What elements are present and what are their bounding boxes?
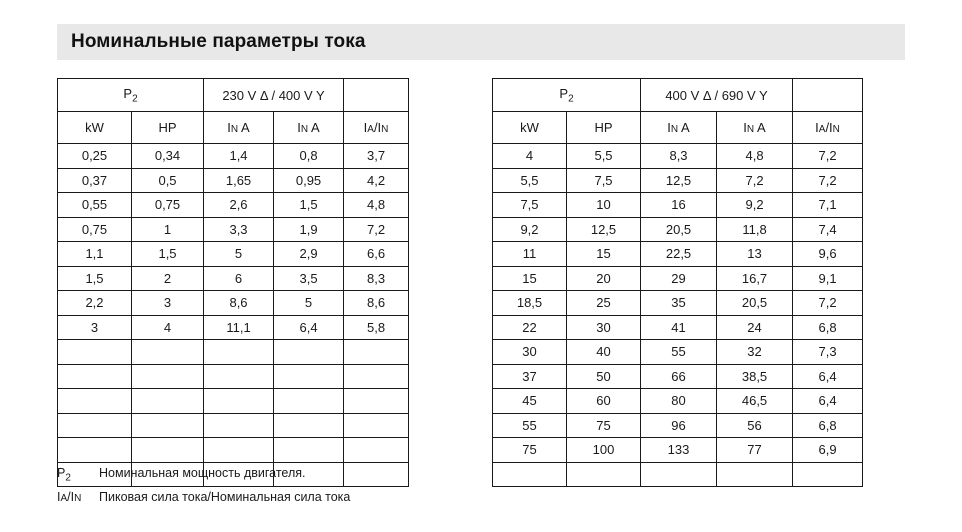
cell-kw: 1,5 xyxy=(58,266,132,291)
cell-hp: 3 xyxy=(132,291,204,316)
footnote-text-ia-in: Пиковая сила тока/Номинальная сила тока xyxy=(99,489,351,504)
header-voltage xyxy=(204,79,344,112)
cell-kw: 15 xyxy=(493,266,567,291)
cell-in-a-star: 2,9 xyxy=(274,242,344,267)
cell-empty xyxy=(58,364,132,389)
cell-in-a-delta: 55 xyxy=(641,340,717,365)
cell-hp: 50 xyxy=(567,364,641,389)
cell-in-a-delta: 12,5 xyxy=(641,168,717,193)
table-row xyxy=(493,217,863,242)
header-voltage-label: 230 V Δ / 400 V Y xyxy=(222,87,325,103)
cell-in-a-star: 9,2 xyxy=(717,193,793,218)
page-title: Номинальные параметры тока xyxy=(71,31,366,52)
cell-in-a-star: 32 xyxy=(717,340,793,365)
cell-hp: 7,5 xyxy=(567,168,641,193)
header-voltage-label: 400 V Δ / 690 V Y xyxy=(665,87,768,103)
cell-in-a-delta: 8,6 xyxy=(204,291,274,316)
table-row xyxy=(58,291,409,316)
cell-in-a-delta: 29 xyxy=(641,266,717,291)
table-row xyxy=(493,168,863,193)
cell-ia-in: 7,2 xyxy=(344,217,409,242)
cell-empty xyxy=(274,413,344,438)
cell-hp: 30 xyxy=(567,315,641,340)
cell-ia-in: 6,4 xyxy=(793,364,863,389)
cell-in-a-star: 6,4 xyxy=(274,315,344,340)
cell-in-a-delta: 80 xyxy=(641,389,717,414)
table-row xyxy=(493,193,863,218)
cell-empty xyxy=(344,364,409,389)
cell-in-a-star: 4,8 xyxy=(717,144,793,169)
cell-empty xyxy=(204,389,274,414)
cell-kw: 7,5 xyxy=(493,193,567,218)
cell-kw: 0,25 xyxy=(58,144,132,169)
header-p2-label: $P_2$ xyxy=(559,85,574,105)
cell-empty xyxy=(132,364,204,389)
cell-in-a-star: 0,95 xyxy=(274,168,344,193)
cell-in-a-delta: 66 xyxy=(641,364,717,389)
cell-kw: 55 xyxy=(493,413,567,438)
table-row-empty xyxy=(58,438,409,463)
cell-in-a-delta: 11,1 xyxy=(204,315,274,340)
cell-in-a-star: 3,5 xyxy=(274,266,344,291)
cell-hp: 15 xyxy=(567,242,641,267)
cell-kw: 18,5 xyxy=(493,291,567,316)
cell-in-a-delta: 16 xyxy=(641,193,717,218)
cell-in-a-delta: 6 xyxy=(204,266,274,291)
table-header-row-top xyxy=(493,79,863,112)
cell-in-a-delta: 41 xyxy=(641,315,717,340)
cell-in-a-star: 11,8 xyxy=(717,217,793,242)
cell-hp: 100 xyxy=(567,438,641,463)
cell-kw: 1,1 xyxy=(58,242,132,267)
cell-ia-in: 9,1 xyxy=(793,266,863,291)
cell-in-a-delta: 5 xyxy=(204,242,274,267)
cell-empty xyxy=(58,438,132,463)
cell-kw: 22 xyxy=(493,315,567,340)
cell-empty xyxy=(344,389,409,414)
cell-hp: 5,5 xyxy=(567,144,641,169)
cell-empty xyxy=(204,413,274,438)
cell-in-a-delta: 1,65 xyxy=(204,168,274,193)
cell-empty xyxy=(58,340,132,365)
cell-in-a-star: 1,5 xyxy=(274,193,344,218)
cell-kw: 11 xyxy=(493,242,567,267)
cell-in-a-delta: 2,6 xyxy=(204,193,274,218)
cell-hp: 0,75 xyxy=(132,193,204,218)
cell-kw: 45 xyxy=(493,389,567,414)
column-header-ia-in: IA/IN xyxy=(793,112,863,144)
table-row xyxy=(493,144,863,169)
cell-ia-in: 6,4 xyxy=(793,389,863,414)
cell-empty xyxy=(132,413,204,438)
cell-empty xyxy=(793,462,863,487)
cell-hp: 1,5 xyxy=(132,242,204,267)
table-row-empty xyxy=(58,364,409,389)
cell-in-a-star: 7,2 xyxy=(717,168,793,193)
cell-kw: 37 xyxy=(493,364,567,389)
cell-hp: 4 xyxy=(132,315,204,340)
cell-ia-in: 7,3 xyxy=(793,340,863,365)
cell-empty xyxy=(344,438,409,463)
column-header-in-a-star: IN A xyxy=(717,112,793,144)
cell-in-a-star: 38,5 xyxy=(717,364,793,389)
footnote-p2 xyxy=(57,464,350,488)
cell-in-a-delta: 35 xyxy=(641,291,717,316)
table-row-empty xyxy=(58,340,409,365)
cell-ia-in: 7,2 xyxy=(793,168,863,193)
cell-empty xyxy=(58,389,132,414)
cell-in-a-star: 0,8 xyxy=(274,144,344,169)
column-header-in-a-star: IN A xyxy=(274,112,344,144)
table-row xyxy=(58,168,409,193)
cell-ia-in: 7,4 xyxy=(793,217,863,242)
cell-in-a-delta: 3,3 xyxy=(204,217,274,242)
footnotes xyxy=(57,464,350,508)
cell-hp: 12,5 xyxy=(567,217,641,242)
cell-in-a-delta: 1,4 xyxy=(204,144,274,169)
cell-kw: 3 xyxy=(58,315,132,340)
column-header-kw: kW xyxy=(58,112,132,144)
cell-in-a-star: 20,5 xyxy=(717,291,793,316)
table-row xyxy=(493,364,863,389)
cell-kw: 9,2 xyxy=(493,217,567,242)
table-header-row-columns xyxy=(58,112,409,144)
table-row xyxy=(58,193,409,218)
cell-ia-in: 9,6 xyxy=(793,242,863,267)
table-row xyxy=(493,389,863,414)
cell-hp: 10 xyxy=(567,193,641,218)
cell-empty xyxy=(204,340,274,365)
table-row xyxy=(493,438,863,463)
cell-in-a-star: 13 xyxy=(717,242,793,267)
page-title-banner xyxy=(57,24,905,60)
cell-empty xyxy=(58,413,132,438)
table-row-empty xyxy=(58,389,409,414)
cell-hp: 40 xyxy=(567,340,641,365)
cell-empty xyxy=(493,462,567,487)
table-row xyxy=(493,266,863,291)
cell-in-a-delta: 133 xyxy=(641,438,717,463)
table-row xyxy=(58,315,409,340)
ratings-table-230v xyxy=(57,78,409,487)
cell-ia-in: 5,8 xyxy=(344,315,409,340)
cell-hp: 0,34 xyxy=(132,144,204,169)
cell-empty xyxy=(132,438,204,463)
cell-ia-in: 4,2 xyxy=(344,168,409,193)
cell-in-a-star: 46,5 xyxy=(717,389,793,414)
table-row xyxy=(58,144,409,169)
table-row xyxy=(493,340,863,365)
ratings-table-400v xyxy=(492,78,863,487)
cell-in-a-delta: 20,5 xyxy=(641,217,717,242)
footnote-key-p2: $P_2$ xyxy=(57,466,71,484)
cell-empty xyxy=(717,462,793,487)
cell-in-a-star: 77 xyxy=(717,438,793,463)
cell-ia-in: 6,6 xyxy=(344,242,409,267)
footnote-ia-in xyxy=(57,488,350,508)
column-header-ia-in: IA/IN xyxy=(344,112,409,144)
header-p2 xyxy=(58,79,204,112)
cell-empty xyxy=(274,340,344,365)
cell-empty xyxy=(641,462,717,487)
cell-in-a-delta: 8,3 xyxy=(641,144,717,169)
column-header-in-a-delta: IN A xyxy=(641,112,717,144)
table-row xyxy=(493,315,863,340)
header-voltage xyxy=(641,79,793,112)
cell-hp: 1 xyxy=(132,217,204,242)
column-header-kw: kW xyxy=(493,112,567,144)
cell-empty xyxy=(132,340,204,365)
cell-ia-in: 7,1 xyxy=(793,193,863,218)
cell-ia-in: 8,3 xyxy=(344,266,409,291)
header-ratio-blank xyxy=(793,79,863,112)
cell-ia-in: 6,8 xyxy=(793,315,863,340)
cell-hp: 25 xyxy=(567,291,641,316)
cell-empty xyxy=(132,389,204,414)
cell-in-a-star: 1,9 xyxy=(274,217,344,242)
cell-in-a-star: 24 xyxy=(717,315,793,340)
cell-ia-in: 6,9 xyxy=(793,438,863,463)
table-row-empty xyxy=(58,413,409,438)
cell-hp: 60 xyxy=(567,389,641,414)
cell-empty xyxy=(344,413,409,438)
table-row xyxy=(58,242,409,267)
column-header-in-a-delta: IN A xyxy=(204,112,274,144)
table-row xyxy=(493,291,863,316)
cell-in-a-delta: 96 xyxy=(641,413,717,438)
cell-ia-in: 7,2 xyxy=(793,291,863,316)
cell-hp: 20 xyxy=(567,266,641,291)
table-row xyxy=(58,266,409,291)
cell-hp: 2 xyxy=(132,266,204,291)
header-ratio-blank xyxy=(344,79,409,112)
cell-empty xyxy=(344,462,409,487)
cell-empty xyxy=(274,438,344,463)
cell-kw: 4 xyxy=(493,144,567,169)
cell-empty xyxy=(567,462,641,487)
cell-empty xyxy=(204,438,274,463)
table-header-row-columns xyxy=(493,112,863,144)
column-header-hp: HP xyxy=(567,112,641,144)
header-p2-label: $P_2$ xyxy=(123,85,138,105)
cell-in-a-delta: 22,5 xyxy=(641,242,717,267)
cell-ia-in: 4,8 xyxy=(344,193,409,218)
footnote-key-ia-in: IA/IN xyxy=(57,489,82,504)
cell-ia-in: 3,7 xyxy=(344,144,409,169)
cell-kw: 75 xyxy=(493,438,567,463)
column-header-hp: HP xyxy=(132,112,204,144)
cell-empty xyxy=(274,364,344,389)
cell-ia-in: 6,8 xyxy=(793,413,863,438)
table-header-row-top xyxy=(58,79,409,112)
cell-in-a-star: 16,7 xyxy=(717,266,793,291)
table-row xyxy=(58,217,409,242)
table-row-empty xyxy=(493,462,863,487)
cell-in-a-star: 56 xyxy=(717,413,793,438)
footnote-text-p2: Номинальная мощность двигателя. xyxy=(99,466,306,480)
cell-kw: 0,37 xyxy=(58,168,132,193)
cell-empty xyxy=(204,364,274,389)
cell-kw: 30 xyxy=(493,340,567,365)
cell-ia-in: 7,2 xyxy=(793,144,863,169)
cell-empty xyxy=(344,340,409,365)
cell-kw: 5,5 xyxy=(493,168,567,193)
table-row xyxy=(493,413,863,438)
cell-kw: 0,55 xyxy=(58,193,132,218)
header-p2 xyxy=(493,79,641,112)
cell-hp: 75 xyxy=(567,413,641,438)
table-row xyxy=(493,242,863,267)
cell-in-a-star: 5 xyxy=(274,291,344,316)
cell-empty xyxy=(274,389,344,414)
cell-kw: 2,2 xyxy=(58,291,132,316)
cell-hp: 0,5 xyxy=(132,168,204,193)
cell-ia-in: 8,6 xyxy=(344,291,409,316)
cell-kw: 0,75 xyxy=(58,217,132,242)
